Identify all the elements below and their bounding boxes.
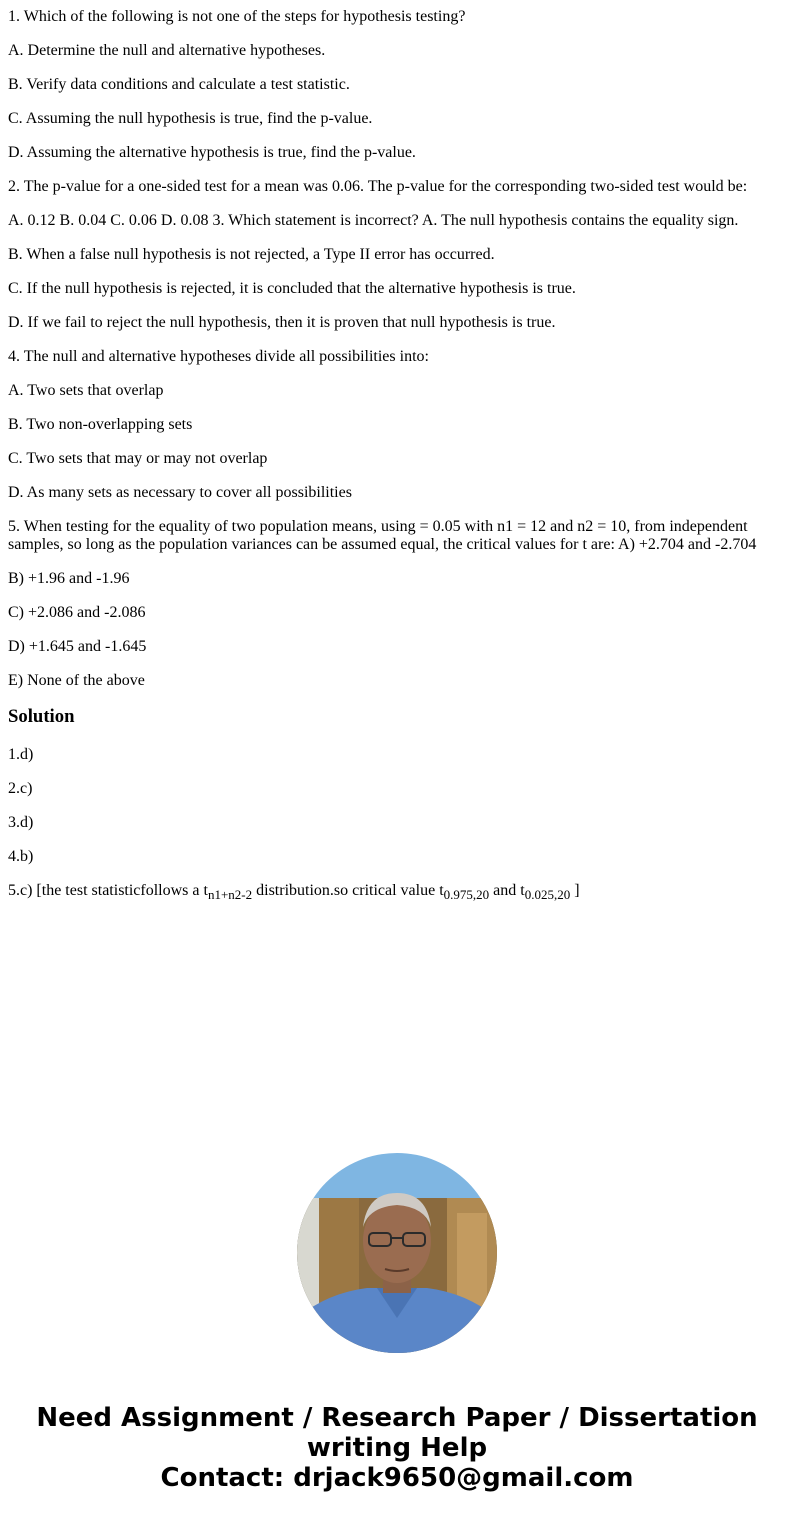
document-body xyxy=(8,8,786,916)
author-avatar xyxy=(297,1153,497,1353)
q1-option-b: B. Verify data conditions and calculate a test statistic. xyxy=(8,76,350,93)
answer-5-mid: distribution.so critical value t xyxy=(252,882,444,899)
answer-5-and: and t xyxy=(489,882,525,899)
q5-stem: 5. When testing for the equality of two population means, using = 0.05 with n1 = 12 and n2 = 10, from independent samples, so long as the population variances can be assumed equal, the critical values for t are: A) +2.704 and -2.704 xyxy=(8,518,757,553)
answer-5 xyxy=(8,882,786,900)
avatar-portrait xyxy=(297,1153,497,1353)
answer-5-sub-df: n1+n2-2 xyxy=(207,887,253,902)
promo-line-1: Need Assignment / Research Paper / Dissertation xyxy=(36,1403,758,1433)
q3-option-d: D. If we fail to reject the null hypothesis, then it is proven that null hypothesis is true. xyxy=(8,314,556,331)
q1-option-d: D. Assuming the alternative hypothesis is true, find the p-value. xyxy=(8,144,416,161)
q5-option-b: B) +1.96 and -1.96 xyxy=(8,570,130,587)
solution-heading: Solution xyxy=(8,706,75,727)
q4-option-c: C. Two sets that may or may not overlap xyxy=(8,450,268,467)
answer-5-prefix: 5.c) [the test statisticfollows a t xyxy=(8,882,208,899)
q1-stem: 1. Which of the following is not one of the steps for hypothesis testing? xyxy=(8,8,466,25)
q4-option-a: A. Two sets that overlap xyxy=(8,382,164,399)
q5-option-d: D) +1.645 and -1.645 xyxy=(8,638,147,655)
q3-option-c: C. If the null hypothesis is rejected, it is concluded that the alternative hypothesis is true. xyxy=(8,280,576,297)
promo-line-2: writing Help xyxy=(306,1433,488,1463)
promo-banner xyxy=(0,1403,794,1493)
q4-option-b: B. Two non-overlapping sets xyxy=(8,416,193,433)
q4-stem: 4. The null and alternative hypotheses divide all possibilities into: xyxy=(8,348,429,365)
q5-option-c: C) +2.086 and -2.086 xyxy=(8,604,146,621)
answer-5-sub-upper: 0.975,20 xyxy=(443,887,490,902)
answer-5-sub-lower: 0.025,20 xyxy=(524,887,571,902)
q5-option-e: E) None of the above xyxy=(8,672,145,689)
q4-option-d: D. As many sets as necessary to cover all possibilities xyxy=(8,484,352,501)
q2-stem: 2. The p-value for a one-sided test for a mean was 0.06. The p-value for the corresponding two-sided test would be: xyxy=(8,178,748,195)
q2-options-q3-stem: A. 0.12 B. 0.04 C. 0.06 D. 0.08 3. Which statement is incorrect? A. The null hypothesis contains the equality sign. xyxy=(8,212,739,229)
answer-3: 3.d) xyxy=(8,814,34,831)
promo-contact: Contact: drjack9650@gmail.com xyxy=(160,1463,634,1493)
answer-1: 1.d) xyxy=(8,746,34,763)
answer-2: 2.c) xyxy=(8,780,33,797)
q1-option-a: A. Determine the null and alternative hypotheses. xyxy=(8,42,326,59)
answer-5-suffix: ] xyxy=(570,882,580,899)
q3-option-b: B. When a false null hypothesis is not rejected, a Type II error has occurred. xyxy=(8,246,495,263)
q1-option-c: C. Assuming the null hypothesis is true, find the p-value. xyxy=(8,110,373,127)
answer-4: 4.b) xyxy=(8,848,34,865)
